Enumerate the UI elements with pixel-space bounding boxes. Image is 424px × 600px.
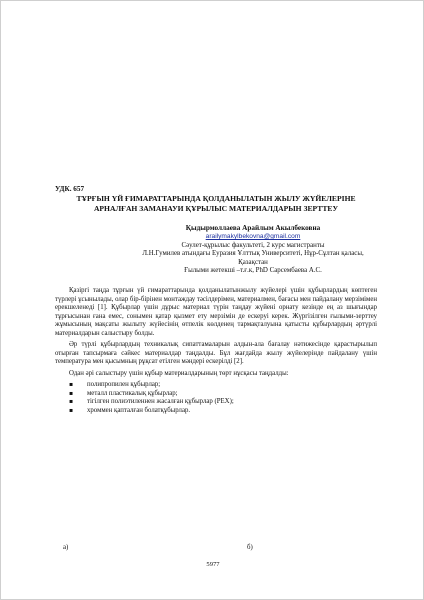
author-name: Қыдырмоллаева Арайлым Акылбековна <box>185 224 321 233</box>
page-number: 5977 <box>206 561 220 568</box>
udk-code: УДК. 657 <box>55 185 85 193</box>
paragraph-2: Әр түрлі құбырлардың техникалық сипаттамаларын алдын-ала бағалау нәтижесінде қарастырылып отырған тапсырмаға сәйкес материалдар таңдалды. Бұл жағдайда жылу жүйелерінде пайдалану үшін температура мен қысымның рұқсат етілген мәндері ескерілді [2]. <box>55 341 377 366</box>
author-email-link[interactable]: arailymakylbekovna@gmail.com <box>205 233 301 241</box>
materials-list <box>55 381 377 415</box>
figure-label-b: б) <box>247 544 253 551</box>
affiliation-university: Л.Н.Гумилев атындағы Еуразия Ұлттық Университеті, Нұр-Сұлтан қаласы, Қазақстан <box>142 250 364 266</box>
paragraph-1: Қазіргі таңда тұрғын үй ғимараттарында қолданылатынжылу жүйелері үшін құбырлардың көптеген түрлері ұсынылады, олар бір-бірінен монтаждау тәсілдерімен, материалмен, бағасы мен пайдалану мерзімімен ерекшеленеді [1]. Құбырлар үшін дұрыс материал түрін таңдау жүйені орнату кезінде ең аз шығындар тұрғысынан ғана емес, сонымен қатар қызмет ету мерзімін де ескеруі керек. Жүргізілген ғылыми-зерттеу жұмысының мақсаты жылыту жүйесінің өтпелік көлденең тармақталуына қатысты құбырлардың әртүрлі материалдарын салыстыру болды. <box>55 287 377 337</box>
paper-title <box>55 194 377 213</box>
affiliation-supervisor: Ғылыми жетекші –т.ғ.к, PhD Сарсембаева А.С. <box>184 267 322 275</box>
body-text <box>55 287 377 415</box>
paragraph-3: Одан әрі салыстыру үшін құбыр материалдарының төрт нұсқасы таңдалды: <box>69 369 289 377</box>
bullet-icon: ▪ <box>69 406 74 414</box>
figure-label-a: а) <box>63 544 69 551</box>
list-item: ▪ металл пластикалық құбырлар; <box>69 389 178 397</box>
bullet-icon: ▪ <box>69 381 74 389</box>
affiliation-faculty: Сәулет-құрылыс факультеті, 2 курс магистранты <box>181 241 325 249</box>
list-item: ▪ полипропилен құбырлар; <box>69 381 161 389</box>
page-content <box>55 185 377 415</box>
bullet-icon: ▪ <box>69 389 74 397</box>
list-item: ▪ хроммен қапталған болатқұбырлар. <box>69 406 191 414</box>
title-line-1: ТҰРҒЫН ҮЙ ҒИМАРАТТАРЫНДА ҚОЛДАНЫЛАТЫН ЖЫЛУ ЖҮЙЕЛЕРІНЕ <box>76 194 356 203</box>
list-item: ▪ тігілген полиэтиленнен жасалған құбырлар (PEX); <box>69 398 234 406</box>
title-line-2: АРНАЛҒАН ЗАМАНАУИ ҚҰРЫЛЫС МАТЕРИАЛДАРЫН ЗЕРТТЕУ <box>93 203 339 213</box>
bullet-icon: ▪ <box>69 398 74 406</box>
